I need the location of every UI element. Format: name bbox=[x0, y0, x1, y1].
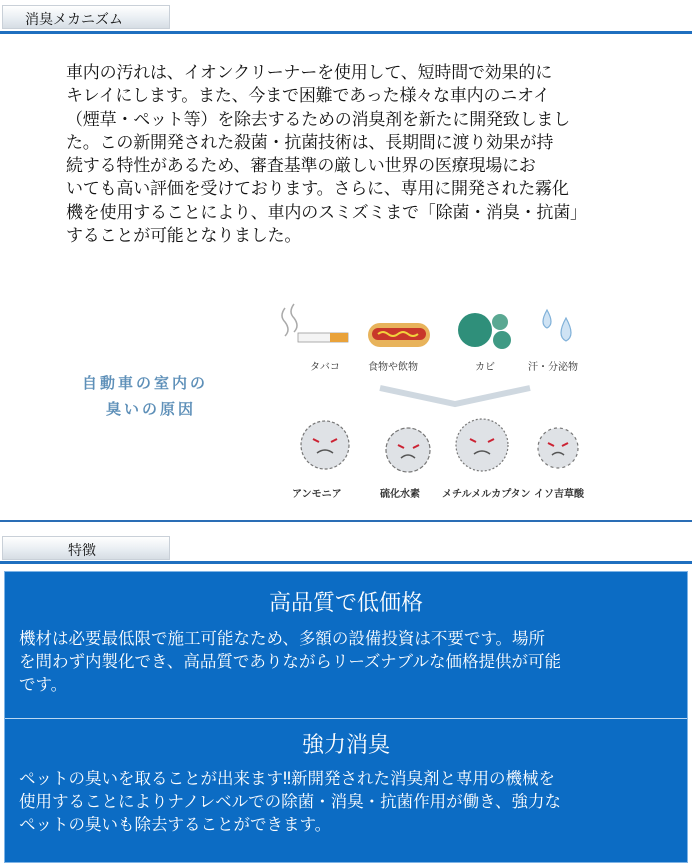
illustration-graphics bbox=[70, 300, 610, 510]
feature-description bbox=[19, 768, 679, 836]
mold-icon bbox=[458, 313, 511, 349]
germ-icon bbox=[456, 419, 508, 471]
feature-line: 使用することによりナノレベルでの除菌・消臭・抗菌作用が働き、強力な bbox=[19, 791, 562, 811]
intro-line: た。この新開発された殺菌・抗菌技術は、長期間に渡り効果が持 bbox=[66, 132, 554, 153]
odor-cause-illustration bbox=[70, 300, 610, 510]
intro-line: （煙草・ペット等）を除去するための消臭剤を新たに開発致しまし bbox=[66, 109, 570, 130]
feature-line: を問わず内製化でき、高品質でありながらリーズナブルな価格提供が可能 bbox=[19, 651, 562, 671]
section-divider bbox=[0, 561, 692, 564]
feature-title: 強力消臭 bbox=[301, 733, 390, 758]
feature-divider bbox=[5, 718, 687, 719]
intro-line: キレイにします。また、今まで困難であった様々な車内のニオイ bbox=[66, 86, 550, 107]
section-title-mechanism: 消臭メカニズム bbox=[25, 12, 123, 28]
sweat-drops-icon bbox=[543, 310, 571, 341]
germ-icon bbox=[301, 421, 349, 469]
source-label: タバコ bbox=[310, 362, 340, 373]
illustration-title-line: 臭いの原因 bbox=[106, 400, 197, 418]
section-tab-features bbox=[2, 536, 170, 560]
intro-line: 車内の汚れは、イオンクリーナーを使用して、短時間で効果的に bbox=[66, 63, 553, 83]
source-label: カビ bbox=[475, 362, 495, 373]
feature-line: です。 bbox=[19, 674, 68, 694]
features-panel bbox=[4, 571, 688, 863]
gas-label: メチルメルカプタン bbox=[442, 489, 531, 500]
germ-icon bbox=[386, 428, 430, 472]
section-divider bbox=[0, 31, 692, 34]
feature-title: 高品質で低価格 bbox=[268, 591, 423, 616]
gas-label: イソ吉草酸 bbox=[534, 489, 584, 500]
section-tab-mechanism bbox=[2, 5, 170, 29]
cigarette-icon bbox=[298, 333, 348, 342]
feature-description bbox=[19, 628, 679, 696]
smoke-icon bbox=[282, 304, 297, 336]
intro-line: いても高い評価を受けております。さらに、専用に開発された霧化 bbox=[66, 179, 569, 200]
section-title-features: 特徴 bbox=[68, 543, 96, 559]
intro-paragraph bbox=[66, 62, 646, 248]
gas-label: 硫化水素 bbox=[380, 489, 420, 500]
feature-line: 機材は必要最低限で施工可能なため、多額の設備投資は不要です。場所 bbox=[19, 629, 546, 648]
hotdog-icon bbox=[368, 323, 430, 347]
section-divider bbox=[0, 520, 692, 522]
intro-line: 機を使用することにより、車内のスミズミまで「除菌・消臭・抗菌」 bbox=[66, 202, 587, 223]
convergence-arrow bbox=[380, 388, 530, 404]
germ-icon bbox=[538, 428, 578, 468]
source-label: 食物や飲物 bbox=[368, 362, 418, 373]
feature-line: ペットの臭いも除去することができます。 bbox=[19, 814, 332, 834]
illustration-title-line: 自動車の室内の bbox=[82, 374, 209, 392]
intro-line: することが可能となりました。 bbox=[66, 226, 302, 247]
source-label: 汗・分泌物 bbox=[528, 362, 578, 373]
intro-line: 続する特性があるため、審査基準の厳しい世界の医療現場にお bbox=[66, 156, 536, 177]
gas-label: アンモニア bbox=[292, 489, 342, 500]
feature-line: ペットの臭いを取ることが出来ます‼新開発された消臭剤と専用の機械を bbox=[19, 769, 556, 788]
